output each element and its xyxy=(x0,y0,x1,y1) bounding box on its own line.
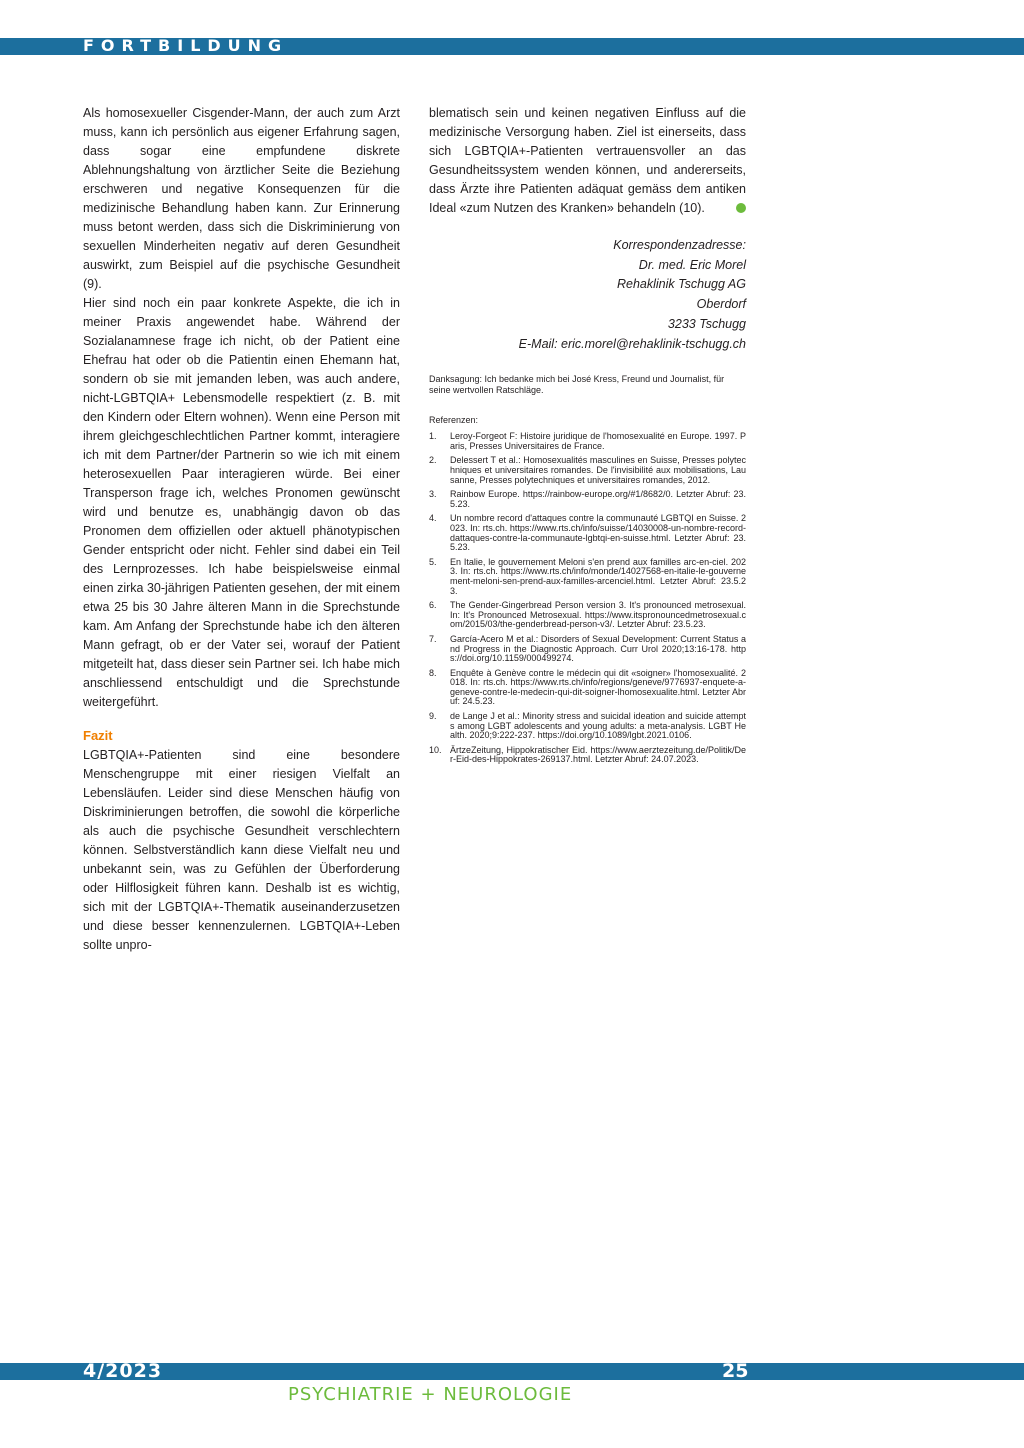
acknowledgement: Danksagung: Ich bedanke mich bei José Kress, Freund und Journalist, für seine wertvollen Ratschläge. xyxy=(429,374,725,395)
reference-item xyxy=(429,514,746,552)
author-name: Dr. med. Eric Morel xyxy=(638,257,746,272)
reference-item xyxy=(429,746,746,765)
reference-text: Leroy-Forgeot F: Histoire juridique de l'homosexualité en Europe. 1997. Paris, Presses Universitaires de France. xyxy=(450,431,746,451)
clinic-name: Rehaklinik Tschugg AG xyxy=(616,277,746,292)
reference-item xyxy=(429,712,746,741)
issue-number: 4/2023 xyxy=(83,1360,163,1382)
correspondence-label: Korrespondenzadresse: xyxy=(613,238,746,252)
right-column xyxy=(429,104,746,770)
reference-number: 5. xyxy=(429,556,437,567)
paragraph-text: blematisch sein und keinen negativen Einfluss auf die medizinische Versorgung haben. Ziel ist einerseits, dass sich LGBTQIA+-Patienten vertrauensvoller an das Gesundheitssystem wenden können, und andererseits, dass Ärzte ihre Patienten adäquat gemäss dem antiken Ideal «zum Nutzen des Kranken» behandeln (10). xyxy=(429,106,746,215)
reference-item xyxy=(429,635,746,664)
reference-text: ÄrtzeZeitung, Hippokratischer Eid. https://www.aerztezeitung.de/Politik/Der-Eid-des-Hippokrates-269137.html. Letzter Abruf: 24.07.2023. xyxy=(450,744,746,765)
section-title: FORTBILDUNG xyxy=(83,36,289,55)
reference-number: 2. xyxy=(429,455,437,466)
paragraph: Als homosexueller Cisgender-Mann, der auch zum Arzt muss, kann ich persönlich aus eigener Erfahrung sagen, dass sogar eine empfundene diskrete Ablehnungshaltung von ärztlicher Seite die Beziehung erschweren und negative Konsequenzen für die medizinische Behandlung haben kann. Zur Erinnerung muss betont werden, dass sich die Diskriminierung von sexuellen Minderheiten negativ auf deren Gesundheit auswirkt, zum Beispiel auf die psychische Gesundheit (9). xyxy=(83,106,400,291)
fazit-heading: Fazit xyxy=(83,728,113,743)
reference-item xyxy=(429,432,746,451)
references-label: Referenzen: xyxy=(429,415,479,426)
reference-text: The Gender-Gingerbread Person version 3. It's pronounced metrosexual. In: It's Pronounced Metrosexual. https://www.itspronouncedmetrosexual.com/2015/03/the-genderbread-person-v3/. Letzter Abruf: 23.5.23. xyxy=(450,600,746,630)
reference-item xyxy=(429,669,746,707)
reference-text: Rainbow Europe. https://rainbow-europe.org/#1/8682/0. Letzter Abruf: 23.5.23. xyxy=(450,489,746,509)
street: Oberdorf xyxy=(696,297,746,312)
reference-number: 9. xyxy=(429,711,437,722)
reference-text: García-Acero M et al.: Disorders of Sexual Development: Current Status and Progress in the Diagnostic Approach. Curr Urol 2020;13:16-178. https://doi.org/10.1159/000499274. xyxy=(450,633,746,664)
reference-item xyxy=(429,456,746,485)
paragraph: Hier sind noch ein paar konkrete Aspekte, die ich in meiner Praxis angewendet habe. Während der Sozialanamnese frage ich nicht, ob der Patient eine Ehefrau hat oder ob die Patientin einen Ehemann hat, sondern ob sie mit jemanden leben, was auch andere, nicht-LGBTQIA+ Lebensmodelle respektiert (z. B. mit den Kindern oder Eltern wohnen). Wenn eine Person mit ihrem gleichgeschlechtlichen Partner kommt, interagiere ich mit dem Partner/der Partnerin so wie ich mit einem heterosexuellen Paar interagieren würde. Bei einer Transperson frage ich, welches Pronomen gewünscht wird und benutze es, unabhängig davon ob das Pronomen dem offiziellen oder aktuell phänotypischen Gender entspricht oder nicht. Fehler sind dabei ein Teil des Lernprozesses. Ich habe beispielsweise einmal einen zirka 30-jährigen Patienten gesehen, der mit einem etwa 25 bis 30 Jahre älteren Mann in die Sprechstunde kam. Am Anfang der Sprechstunde habe ich den älteren Mann gefragt, ob er der Vater sei, worauf der Patient mitgeteilt hat, dass dieser sein Partner sei. Ich habe mich anschliessend entschuldigt und die Sprechstunde weitergeführt. xyxy=(83,296,400,709)
left-column xyxy=(83,104,400,955)
reference-item xyxy=(429,490,746,509)
email-link[interactable]: E-Mail: eric.morel@rehaklinik-tschugg.ch xyxy=(518,336,746,351)
reference-number: 6. xyxy=(429,600,437,611)
page-number: 25 xyxy=(722,1360,749,1382)
reference-number: 1. xyxy=(429,431,437,442)
journal-title: PSYCHIATRIE + NEUROLOGIE xyxy=(288,1384,573,1405)
reference-number: 3. xyxy=(429,489,437,500)
reference-number: 8. xyxy=(429,667,437,678)
reference-text: Delessert T et al.: Homosexualités masculines en Suisse, Presses polytechniques et universitaires romandes. De l'invisibilité aux mobilisations, Lausanne, Presses polytechniques et universitaires romandes, 2012. xyxy=(450,455,746,485)
reference-number: 7. xyxy=(429,633,437,644)
reference-text: En Italie, le gouvernement Meloni s'en prend aux familles arc-en-ciel. 2023. In: rts.ch. https://www.rts.ch/info/monde/14027568-en-italie-le-gouvernement-meloni-sen-prend-aux-familles-arcenciel.html. Letzter Abruf: 23.5.23. xyxy=(450,556,746,596)
reference-item xyxy=(429,558,746,596)
reference-number: 10. xyxy=(429,744,442,755)
end-mark-icon xyxy=(736,203,746,213)
reference-text: Enquête à Genève contre le médecin qui dit «soigner» l'homosexualité. 2018. In: rts.ch. https://www.rts.ch/info/regions/geneve/9776937-enquete-a-geneve-contre-le-medecin-qui-dit-soigner-lhomosexualite.html. Letzter Abruf: 24.5.23. xyxy=(450,667,746,707)
reference-item xyxy=(429,601,746,630)
correspondence-address xyxy=(429,236,746,354)
reference-text: de Lange J et al.: Minority stress and suicidal ideation and suicide attempts among LGBT adolescents and young adults: a meta-analysis. LGBT Health. 2020;9:222-237. https://doi.org/10.1089/lgbt.2021.0106. xyxy=(450,711,746,741)
references-list xyxy=(429,432,746,765)
city: 3233 Tschugg xyxy=(667,316,746,331)
reference-number: 4. xyxy=(429,513,437,524)
reference-text: Un nombre record d'attaques contre la communauté LGBTQI en Suisse. 2023. In: rts.ch. https://www.rts.ch/info/suisse/14030008-un-nombre-record-dattaques-contre-la-communaute-lgbtqi-en-suisse.html. Letzter Abruf: 23.5.23. xyxy=(450,513,746,553)
paragraph xyxy=(429,104,746,218)
fazit-paragraph: LGBTQIA+-Patienten sind eine besondere Menschengruppe mit einer riesigen Vielfalt an Lebensläufen. Leider sind diese Menschen häufig von Diskriminierungen betroffen, die sowohl die körperliche als auch die psychische Gesundheit verschlechtern können. Selbstverständlich kann diese Vielfalt neu und unbekannt sein, was zu Gefühlen der Überforderung oder Hilflosigkeit führen kann. Deshalb ist es wichtig, sich mit der LGBTQIA+-Thematik auseinanderzusetzen und diese besser kennenzulernen. LGBTQIA+-Leben sollte unpro- xyxy=(83,748,400,952)
